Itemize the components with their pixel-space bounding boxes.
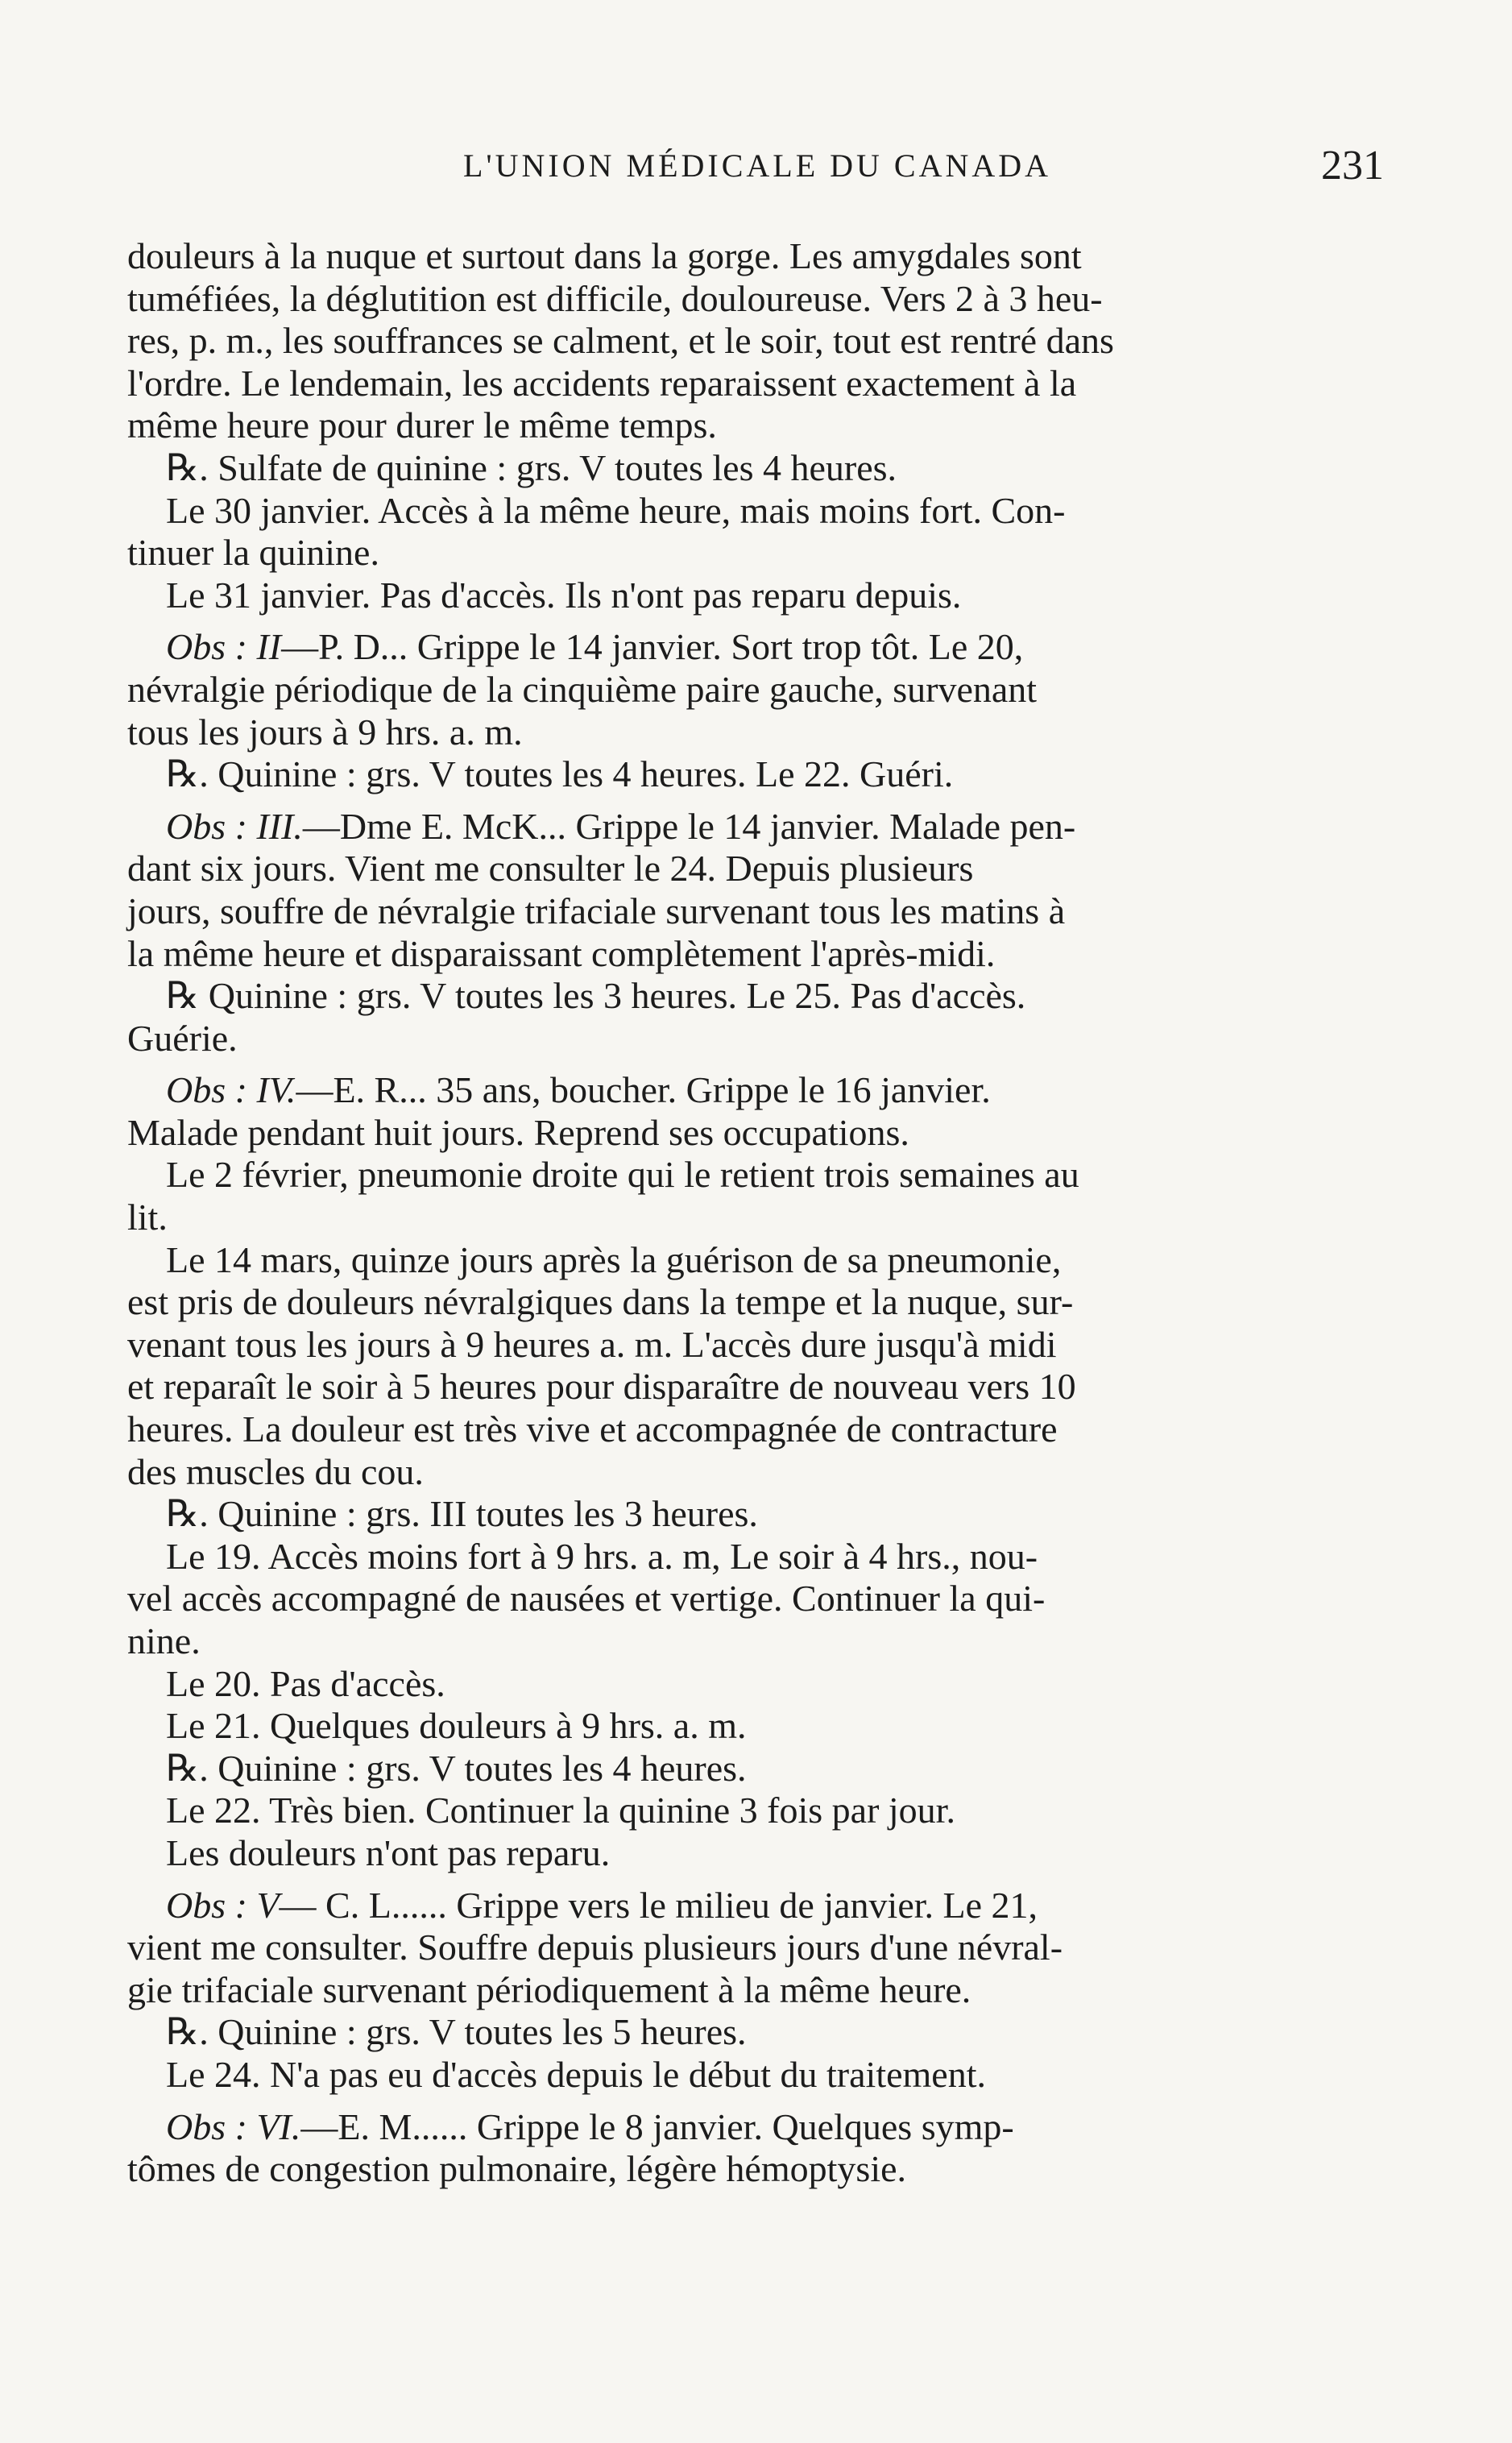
text-line: Le 19. Accès moins fort à 9 hrs. a. m, Le soir à 4 hrs., nou-	[166, 1535, 1038, 1577]
observation-label: Obs : VI.	[166, 2105, 301, 2147]
text-line: la même heure et disparaissant complètement l'après-midi.	[127, 932, 996, 974]
observation-text: — C. L...... Grippe vers le milieu de janvier. Le 21,	[279, 1884, 1038, 1926]
observation-heading	[127, 626, 1396, 669]
text-line: même heure pour durer le même temps.	[127, 404, 717, 446]
text-line: Le 14 mars, quinze jours après la guérison de sa pneumonie,	[166, 1238, 1062, 1280]
observation-heading	[127, 806, 1396, 848]
observation-label: Obs : III.	[166, 805, 303, 847]
text-line: res, p. m., les souffrances se calment, et le soir, tout est rentré dans	[127, 320, 1114, 362]
text-line: lit.	[127, 1197, 168, 1238]
text-line: Le 21. Quelques douleurs à 9 hrs. a. m.	[166, 1705, 747, 1747]
observation-text: —P. D... Grippe le 14 janvier. Sort trop tôt. Le 20,	[281, 626, 1024, 668]
observation-text: —E. R... 35 ans, boucher. Grippe le 16 janvier.	[296, 1069, 991, 1111]
text-line: tômes de congestion pulmonaire, légère hémoptysie.	[127, 2148, 907, 2190]
page-number: 231	[1321, 143, 1384, 189]
text-line: nine.	[127, 1620, 201, 1661]
text-line: Les douleurs n'ont pas reparu.	[166, 1831, 611, 1873]
observation-label: Obs : IV.	[166, 1069, 296, 1111]
observation-heading	[127, 1885, 1396, 1927]
text-line: heures. La douleur est très vive et accompagnée de contracture	[127, 1408, 1058, 1450]
text-line: Malade pendant huit jours. Reprend ses occupations.	[127, 1111, 909, 1153]
observation-heading	[127, 1069, 1396, 1112]
text-line: tuméfiées, la déglutition est difficile, douloureuse. Vers 2 à 3 heu-	[127, 277, 1103, 319]
observation-text: —E. M...... Grippe le 8 janvier. Quelques symp-	[300, 2105, 1014, 2147]
text-line: vel accès accompagné de nausées et vertige. Continuer la qui-	[127, 1578, 1046, 1620]
prescription-line: ℞ Quinine : grs. V toutes les 3 heures. Le 25. Pas d'accès.	[166, 975, 1026, 1017]
observation-label: Obs : II	[166, 626, 282, 668]
text-line: Le 24. N'a pas eu d'accès depuis le début du traitement.	[166, 2053, 986, 2095]
text-line: venant tous les jours à 9 heures a. m. L'accès dure jusqu'à midi	[127, 1323, 1057, 1365]
text-line: douleurs à la nuque et surtout dans la gorge. Les amygdales sont	[127, 235, 1082, 276]
text-line: Le 2 février, pneumonie droite qui le retient trois semaines au	[166, 1154, 1079, 1196]
prescription-line: ℞. Quinine : grs. III toutes les 3 heures.	[166, 1493, 758, 1535]
text-line: Le 20. Pas d'accès.	[166, 1662, 445, 1704]
prescription-line: ℞. Quinine : grs. V toutes les 4 heures.	[166, 1747, 747, 1789]
observation-label: Obs : V	[166, 1884, 280, 1926]
text-line: vient me consulter. Souffre depuis plusieurs jours d'une névral-	[127, 1927, 1063, 1968]
text-line: Guérie.	[127, 1017, 238, 1059]
prescription-line: ℞. Quinine : grs. V toutes les 5 heures.	[166, 2011, 747, 2053]
text-line: tous les jours à 9 hrs. a. m.	[127, 711, 523, 753]
text-line: Le 30 janvier. Accès à la même heure, mais moins fort. Con-	[166, 489, 1066, 531]
text-line: Le 22. Très bien. Continuer la quinine 3 fois par jour.	[166, 1790, 955, 1831]
observation-heading	[127, 2106, 1396, 2149]
observation-text: —Dme E. McK... Grippe le 14 janvier. Malade pen-	[302, 805, 1076, 847]
text-line: jours, souffre de névralgie trifaciale survenant tous les matins à	[127, 890, 1066, 931]
prescription-line: ℞. Sulfate de quinine : grs. V toutes les 4 heures.	[166, 446, 897, 488]
text-line: l'ordre. Le lendemain, les accidents reparaissent exactement à la	[127, 362, 1077, 404]
text-line: névralgie périodique de la cinquième paire gauche, survenant	[127, 668, 1038, 710]
page-header	[0, 143, 1512, 195]
text-line: des muscles du cou.	[127, 1450, 424, 1492]
text-line: est pris de douleurs névralgiques dans la tempe et la nuque, sur-	[127, 1281, 1074, 1323]
text-line: gie trifaciale survenant périodiquement à la même heure.	[127, 1968, 971, 2010]
prescription-line: ℞. Quinine : grs. V toutes les 4 heures. Le 22. Guéri.	[166, 753, 954, 795]
running-title: L'UNION MÉDICALE DU CANADA	[463, 147, 1052, 184]
body-text	[127, 235, 1396, 2191]
text-line: tinuer la quinine.	[127, 532, 379, 574]
text-line: et reparaît le soir à 5 heures pour disparaître de nouveau vers 10	[127, 1366, 1076, 1408]
text-line: dant six jours. Vient me consulter le 24. Depuis plusieurs	[127, 848, 974, 890]
text-line: Le 31 janvier. Pas d'accès. Ils n'ont pas reparu depuis.	[166, 574, 962, 616]
